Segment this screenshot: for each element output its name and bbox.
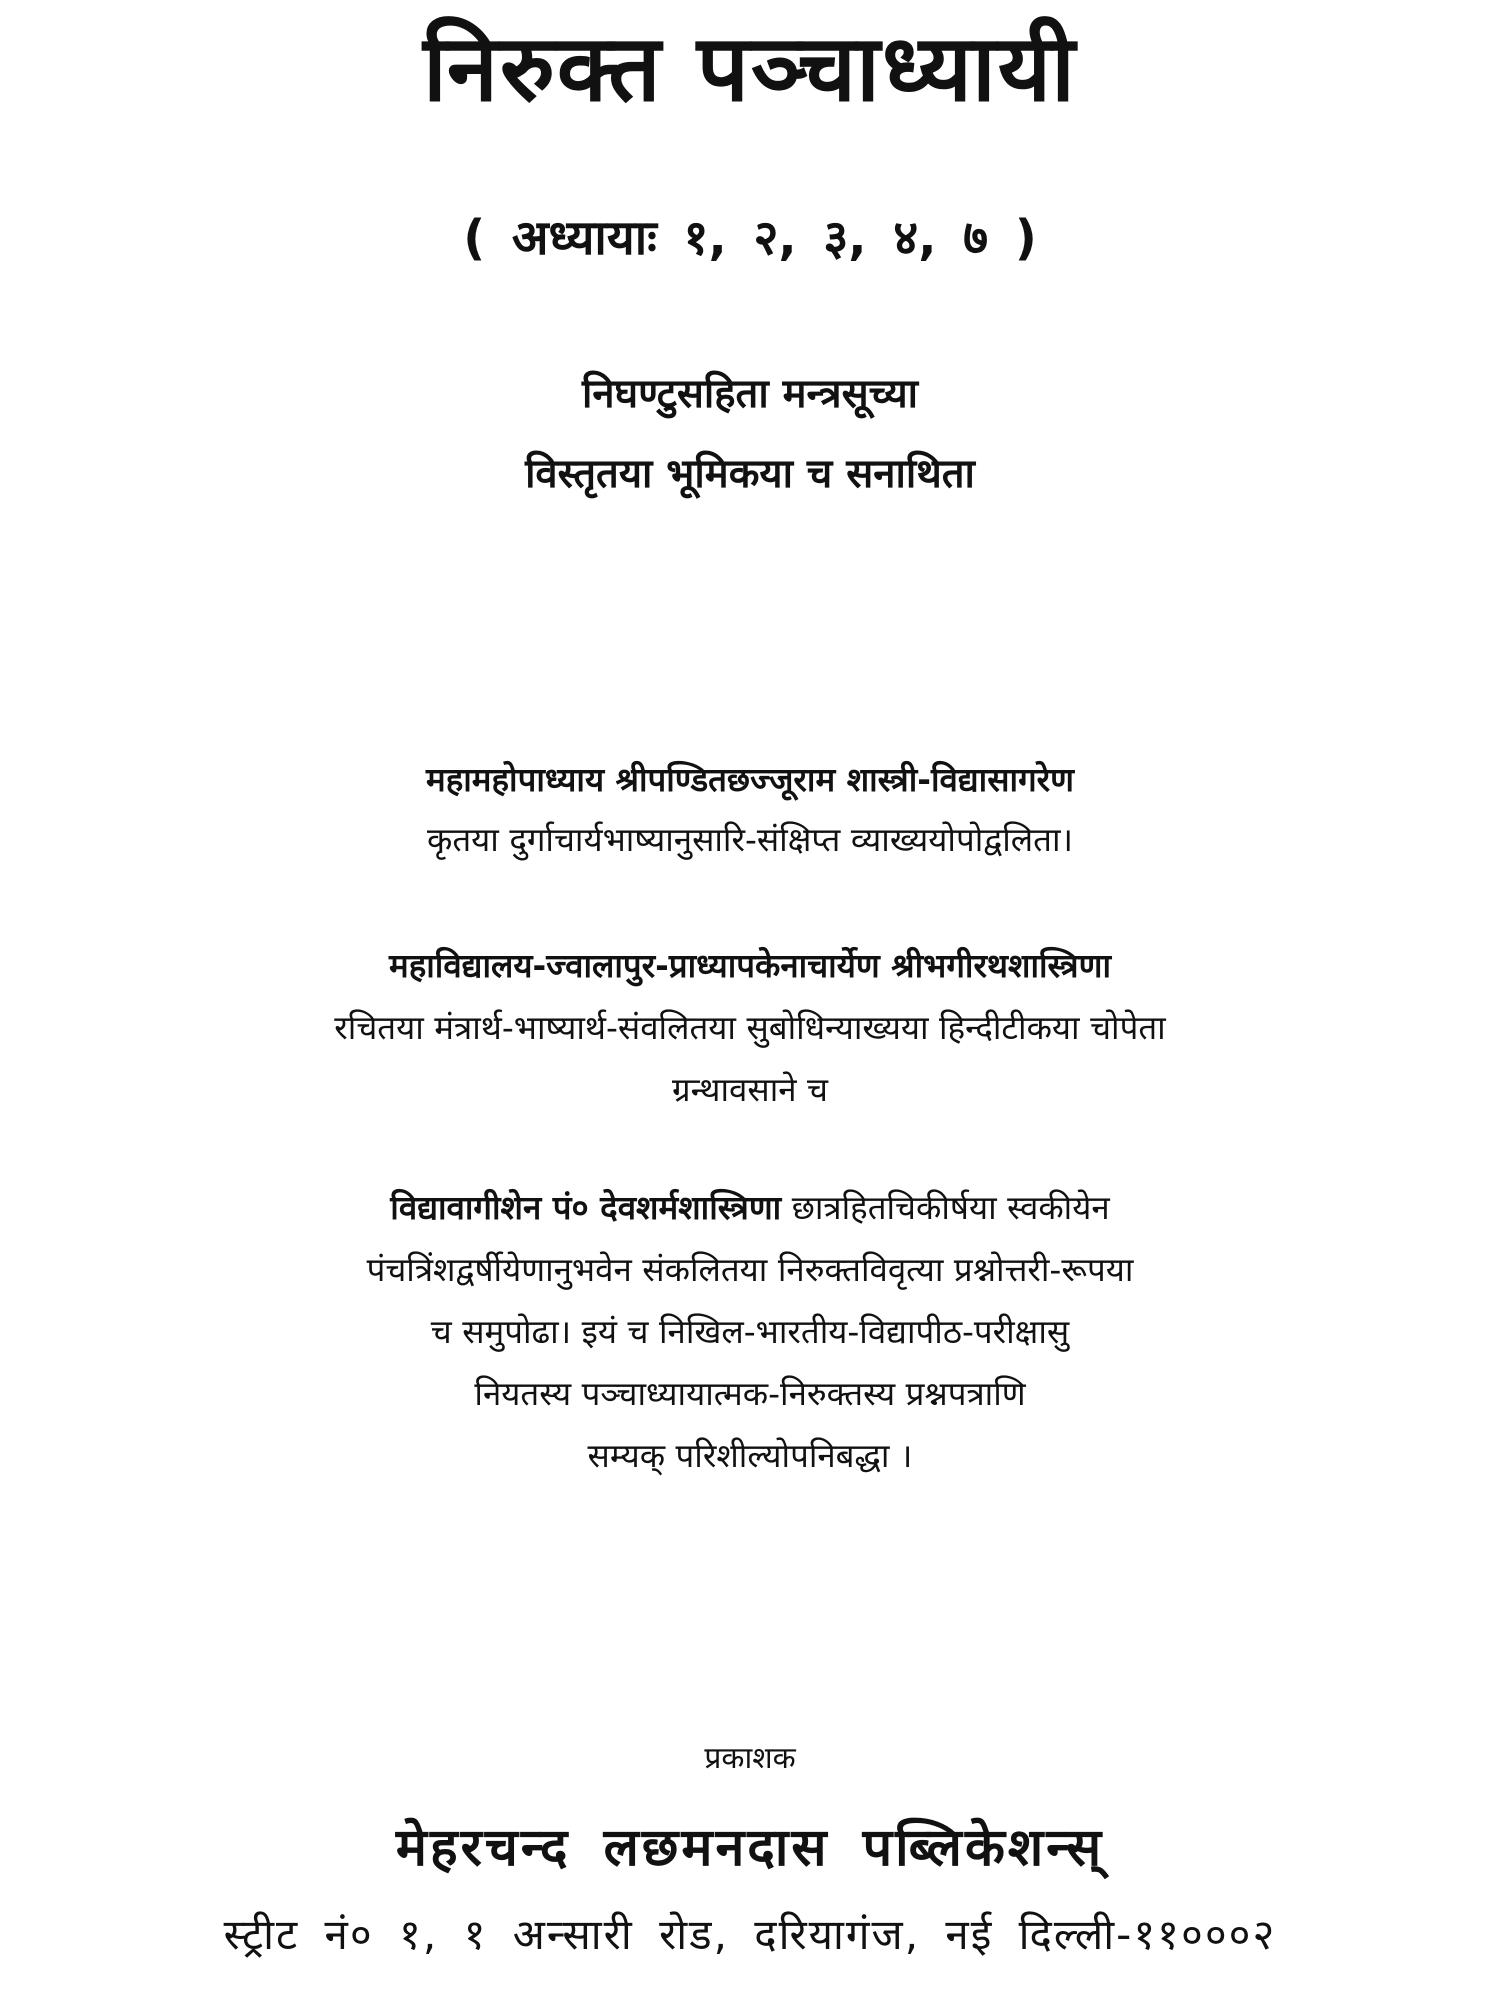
translator-heading: महाविद्यालय-ज्वालापुर-प्राध्यापकेनाचार्येण श्रीभगीरथशास्त्रिणा <box>388 946 1112 985</box>
compiler-line-2: पंचत्रिंशद्वर्षीयेणानुभवेन संकलितया निरुक्तविवृत्या प्रश्नोत्तरी-रूपया <box>366 1250 1134 1289</box>
publisher-address: स्ट्रीट नं० १, १ अन्सारी रोड, दरियागंज, नई दिल्ली-११०००२ <box>223 1910 1277 1959</box>
translator-text-2: ग्रन्थावसाने च <box>671 1070 829 1109</box>
compiler-line-3: च समुपोढा। इयं च निखिल-भारतीय-विद्यापीठ-परीक्षासु <box>430 1312 1070 1351</box>
compiler-line-1 <box>0 1190 1500 1226</box>
compiler-name: विद्यावागीशेन पं० देवशर्मशास्त्रिणा <box>390 1188 782 1227</box>
compiler-line-4: नियतस्य पञ्चाध्यायात्मक-निरुक्तस्य प्रश्नपत्राणि <box>474 1374 1026 1413</box>
commentator-text: कृतया दुर्गाचार्यभाष्यानुसारि-संक्षिप्त व्याख्ययोपोद्वलिता। <box>426 820 1074 859</box>
chapters-list: ( अध्यायाः १, २, ३, ४, ७ ) <box>463 210 1037 266</box>
subtitle-line-1: निघण्टुसहिता मन्त्रसूच्या <box>581 371 919 417</box>
compiler-line-5: सम्यक् परिशील्योपनिबद्धा । <box>587 1436 913 1475</box>
subtitle-line-2: विस्तृतया भूमिकया च सनाथिता <box>525 451 975 497</box>
compiler-line-1-rest: छात्रहितचिकीर्षया स्वकीयेन <box>781 1188 1110 1227</box>
publisher-name: मेहरचन्द लछमनदास पब्लिकेशन्स् <box>395 1818 1105 1878</box>
book-title: निरुक्त पञ्चाध्यायी <box>423 15 1077 122</box>
publisher-label: प्रकाशक <box>704 1741 796 1776</box>
translator-text-1: रचितया मंत्रार्थ-भाष्यार्थ-संवलितया सुबोधिन्याख्यया हिन्दीटीकया चोपेता <box>334 1008 1166 1047</box>
commentator-heading: महामहोपाध्याय श्रीपण्डितछज्जूराम शास्त्री-विद्यासागरेण <box>425 760 1075 799</box>
